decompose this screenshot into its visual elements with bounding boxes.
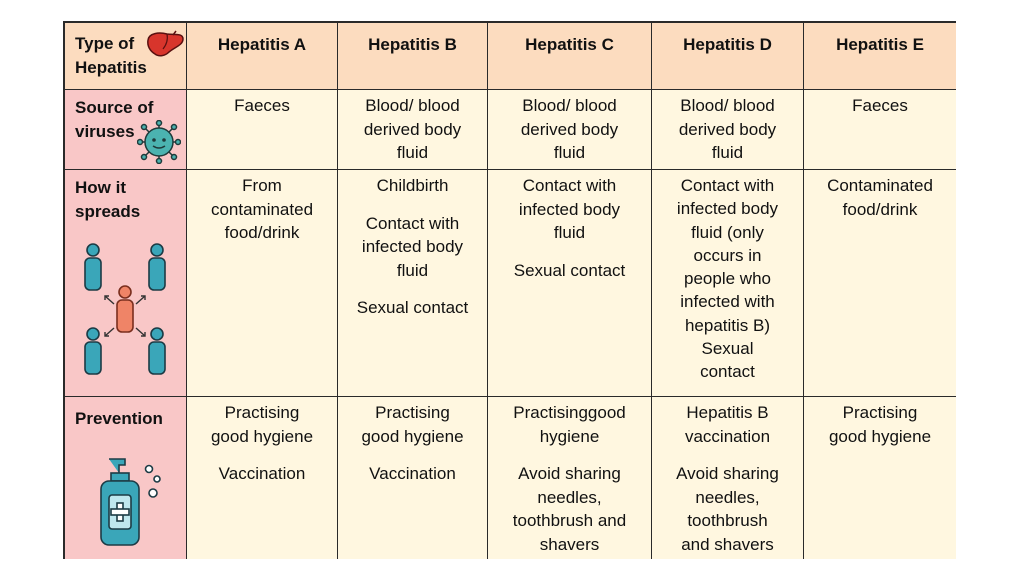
cell-prevention-hepatitis-c [488,397,652,559]
text-line: Avoid sharing [676,464,779,483]
cell-text [187,170,337,245]
text-line: needles, [537,487,602,507]
cell-source-hepatitis-a [187,90,338,170]
text-line: toothbrush and [512,511,627,530]
cell-text [187,90,337,118]
text-group [187,462,337,486]
text-line: hygiene [539,426,600,446]
text-line: food/drink [842,199,918,219]
cell-prevention-hepatitis-d [652,397,804,559]
text-line: shavers [539,534,600,554]
cell-text [652,90,803,165]
cell-source-hepatitis-d [652,90,804,170]
text-line: infected body [518,199,621,219]
text-group [804,174,956,221]
cell-spreads-hepatitis-b [338,170,488,397]
row-label-text: Source of viruses [75,98,154,141]
cell-text [338,90,487,165]
text-line: From [242,176,282,195]
text-line: needles, [695,487,760,507]
cell-prevention-hepatitis-e [804,397,956,559]
text-line: fluid [396,260,429,280]
cell-prevention-hepatitis-a [187,397,338,559]
text-line: Contaminated [827,176,933,195]
row-label-text: Prevention [75,409,163,428]
text-group [488,401,651,448]
text-line: vaccination [684,426,771,446]
text-line: and shavers [681,534,774,554]
text-line: fluid [553,223,586,242]
text-line: fluid [553,143,586,162]
text-line: Hepatitis B [686,403,769,422]
text-line: occurs in [693,245,762,265]
cell-source-hepatitis-b [338,90,488,170]
text-line: Contact with [365,213,460,233]
text-line: Avoid sharing [518,464,621,483]
cell-text [488,90,651,165]
text-group [652,94,803,165]
column-header-hepatitis-d: Hepatitis D [652,23,804,90]
text-line: infected body [361,237,464,256]
text-line: Blood/ blood [680,96,775,115]
cell-source-hepatitis-e [804,90,956,170]
text-line: infected with [680,292,775,312]
text-line: fluid [711,143,744,162]
text-group [338,94,487,165]
text-line: Contact with [680,176,775,195]
text-line: Vaccination [218,464,306,483]
text-line: contact [700,362,755,382]
text-group [652,401,803,448]
liver-icon [145,30,185,60]
text-group [338,174,487,198]
corner-header-label: Type of Hepatitis [75,34,147,77]
text-line: people who [684,269,771,289]
text-line: Practising [224,403,300,422]
cell-text [488,397,651,556]
cell-text [804,170,956,221]
cell-spreads-hepatitis-d [652,170,804,397]
text-group [804,401,956,448]
people-spread-icon [77,242,173,382]
row-label-text: How it spreads [75,178,141,221]
text-line: Blood/ blood [522,96,617,115]
cell-text [652,170,803,384]
cell-text [804,90,956,118]
text-line: Practising [375,403,450,422]
corner-header-cell [65,23,187,90]
cell-spreads-hepatitis-c [488,170,652,397]
text-group [488,462,651,556]
cell-source-hepatitis-c [488,90,652,170]
text-group [804,94,956,118]
text-group [338,462,487,486]
text-line: food/drink [224,223,300,242]
text-line: Contact with [522,176,617,195]
text-group [652,174,803,384]
hepatitis-comparison-table [63,21,956,559]
text-line: good hygiene [210,426,314,446]
text-line: Practisinggood [513,403,626,422]
text-line: derived body [678,119,777,139]
cell-text [338,170,487,320]
text-line: fluid [396,143,429,162]
text-line: Faeces [852,96,908,115]
text-group [338,401,487,448]
text-line: hepatitis B) [684,315,771,335]
text-line: Practising [842,403,918,422]
column-header-hepatitis-b: Hepatitis B [338,23,488,90]
text-line: fluid (only [691,222,764,242]
text-group [187,174,337,245]
text-group [488,259,651,283]
text-line: infected body [676,199,779,219]
cell-text [652,397,803,556]
text-line: toothbrush [687,511,768,530]
text-group [338,212,487,283]
text-line: Sexual contact [356,298,469,317]
cell-spreads-hepatitis-e [804,170,956,397]
text-group [187,94,337,118]
text-line: Sexual contact [513,260,626,280]
text-line: Sexual [701,339,754,359]
hand-sanitizer-icon [97,455,167,549]
text-line: Vaccination [369,464,456,483]
text-group [488,174,651,245]
text-line: contaminated [210,199,314,219]
text-group [488,94,651,165]
text-line: derived body [520,119,619,139]
cell-text [488,170,651,282]
text-group [187,401,337,448]
text-line: Childbirth [376,176,449,195]
text-line: derived body [363,119,462,139]
virus-icon [137,120,181,164]
row-label-source [65,90,187,170]
cell-text [804,397,956,448]
cell-text [338,397,487,486]
text-line: good hygiene [361,426,464,446]
text-group [338,296,487,320]
column-header-hepatitis-a: Hepatitis A [187,23,338,90]
column-header-hepatitis-c: Hepatitis C [488,23,652,90]
cell-spreads-hepatitis-a [187,170,338,397]
column-header-hepatitis-e: Hepatitis E [804,23,956,90]
text-group [652,462,803,556]
cell-text [187,397,337,486]
text-line: good hygiene [828,426,932,446]
row-label-prevention [65,397,187,559]
row-label-spreads [65,170,187,397]
text-line: Faeces [234,96,290,115]
text-line: Blood/ blood [365,96,460,115]
cell-prevention-hepatitis-b [338,397,488,559]
